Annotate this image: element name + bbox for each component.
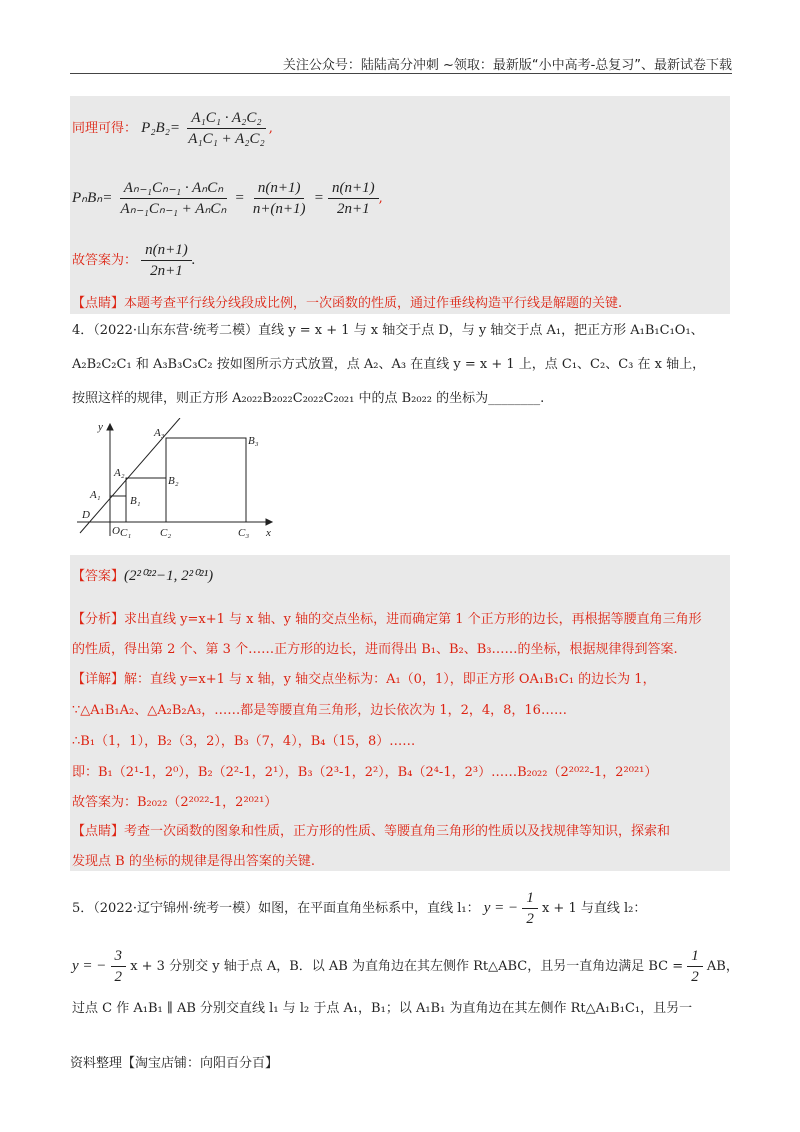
detail-line-1: 【详解】解：直线 y=x+1 与 x 轴，y 轴交点坐标为：A₁（0，1），即正方形 OA₁B₁C₁ 的边长为 1， [72, 672, 656, 687]
label-A3: A₃ [154, 427, 165, 439]
fraction: $\frac{1}{2}$ [522, 888, 538, 929]
fraction: $\frac{n(n+1)}{2n+1}$ [141, 240, 192, 281]
detail-line-4: 即：B₁（2¹-1，2⁰），B₂（2²-1，2¹），B₃（2³-1，2²），B₄（2⁴-1，2³）……B₂₀₂₂（2²⁰²²-1，2²⁰²¹） [72, 765, 658, 780]
q5-line-2: y = − $\frac{3}{2}$ x + 3 分别交 y 轴于点 A，B．以 AB 为直角边在其左侧作 Rt△ABC，且另一直角边满足 BC = $\frac{1}{2}$ AB， [72, 948, 739, 985]
detail-line-3: ∴B₁（1，1），B₂（3，2），B₃（7，4），B₄（15，8）…… [72, 734, 416, 749]
point-line: 【点睛】本题考查平行线分线段成比例，一次函数的性质，通过作垂线构造平行线是解题的关键. [72, 296, 623, 311]
detail-line-2: ∵△A₁B₁A₂、△A₂B₂A₃，……都是等腰直角三角形，边长依次为 1，2，4，8，16…… [72, 703, 567, 718]
label-y: y [98, 421, 103, 433]
label-A1: A₁ [90, 489, 101, 501]
label-B2: B₂ [168, 475, 179, 487]
square-1 [110, 496, 126, 522]
label-C2: C₂ [160, 527, 172, 539]
q4-line-1: 4．（2022·山东东营·统考二模）直线 y = x + 1 与 x 轴交于点 D，与 y 轴交于点 A₁，把正方形 A₁B₁C₁O₁、 [72, 323, 704, 338]
point4-line-2: 发现点 B 的坐标的规律是得出答案的关键. [72, 854, 315, 869]
answer4-line: 【答案】(2²⁰²²−1, 2²⁰²¹) [72, 568, 214, 584]
answer-line: 故答案为： $\frac{n(n+1)}{2n+1}$ . [72, 242, 196, 279]
fraction: $\frac{\text{A₁C₁ · A₂C₂}}{\text{A₁C₁ + A₂C₂}}$ [188, 110, 265, 147]
label-B1: B₁ [130, 495, 141, 507]
label-O: O [112, 525, 120, 537]
y-axis-arrow [107, 424, 113, 430]
formula-line-1: 同理可得： P₂B₂= $\frac{\text{A₁C₁ · A₂C₂}}{\text{A₁C₁ + A₂C₂}}$ , [72, 110, 273, 147]
x-axis-arrow [266, 519, 272, 525]
page-header: 关注公众号：陆陆高分冲刺 ~领取：最新版“小中高考-总复习”、最新试卷下载 [282, 58, 732, 73]
analysis-line-2: 的性质，得出第 2 个、第 3 个……正方形的边长，进而得出 B₁、B₂、B₃……的坐标，根据规律得到答案. [72, 642, 678, 657]
point4-line-1: 【点睛】考查一次函数的图象和性质，正方形的性质、等腰直角三角形的性质以及找规律等知识，探索和 [72, 824, 671, 839]
fraction: $\frac{1}{2}$ [687, 946, 703, 987]
label-C3: C₃ [238, 527, 250, 539]
fraction: $\frac{n(n+1)}{n+(n+1)}$ [252, 180, 306, 217]
q5-line-1: 5．（2022·辽宁锦州·统考一模）如图，在平面直角坐标系中，直线 l₁： y = − $\frac{1}{2}$ x + 1 与直线 l₂： [72, 890, 647, 927]
fraction: $\frac{3}{2}$ [111, 946, 127, 987]
q5-line-3: 过点 C 作 A₁B₁ ∥ AB 分别交直线 l₁ 与 l₂ 于点 A₁，B₁；以 A₁B₁ 为直角边在其左侧作 Rt△A₁B₁C₁，且另一 [72, 1001, 693, 1016]
header-rule [70, 73, 732, 74]
line-y-eq-x-plus-1 [80, 418, 180, 533]
label-x: x [266, 527, 271, 539]
label-D: D [82, 509, 90, 521]
q4-line-2: A₂B₂C₂C₁ 和 A₃B₃C₃C₂ 按如图所示方式放置，点 A₂、A₃ 在直线 y = x + 1 上，点 C₁、C₂、C₃ 在 x 轴上， [72, 357, 706, 372]
label-B3: B₃ [248, 435, 259, 447]
q4-line-3: 按照这样的规律，则正方形 A₂₀₂₂B₂₀₂₂C₂₀₂₂C₂₀₂₁ 中的点 B₂₀₂₂ 的坐标为________. [72, 391, 545, 406]
fraction: $\frac{n(n+1)}{2n+1}$ [328, 178, 379, 219]
label-C1: C₁ [120, 527, 132, 539]
analysis-line-1: 【分析】求出直线 y=x+1 与 x 轴、y 轴的交点坐标，进而确定第 1 个正方形的边长，再根据等腰直角三角形 [72, 612, 702, 627]
squares-figure [72, 418, 292, 543]
fraction: $\frac{\text{Aₙ₋₁Cₙ₋₁ · AₙCₙ}}{\text{Aₙ₋₁Cₙ₋₁ + AₙCₙ}}$ [120, 180, 227, 217]
label-A2: A₂ [114, 467, 125, 479]
formula-line-2: PₙBₙ= $\frac{\text{Aₙ₋₁Cₙ₋₁ · AₙCₙ}}{\text{Aₙ₋₁Cₙ₋₁ + AₙCₙ}}$ = $\frac{n(n+1)}{n+(n+1)}$ = $\frac{n(n+1)}{2n+1}$ , [72, 180, 383, 217]
detail-line-5: 故答案为：B₂₀₂₂（2²⁰²²-1，2²⁰²¹） [72, 795, 278, 810]
page-footer: 资料整理【淘宝店铺：向阳百分百】 [70, 1056, 279, 1071]
